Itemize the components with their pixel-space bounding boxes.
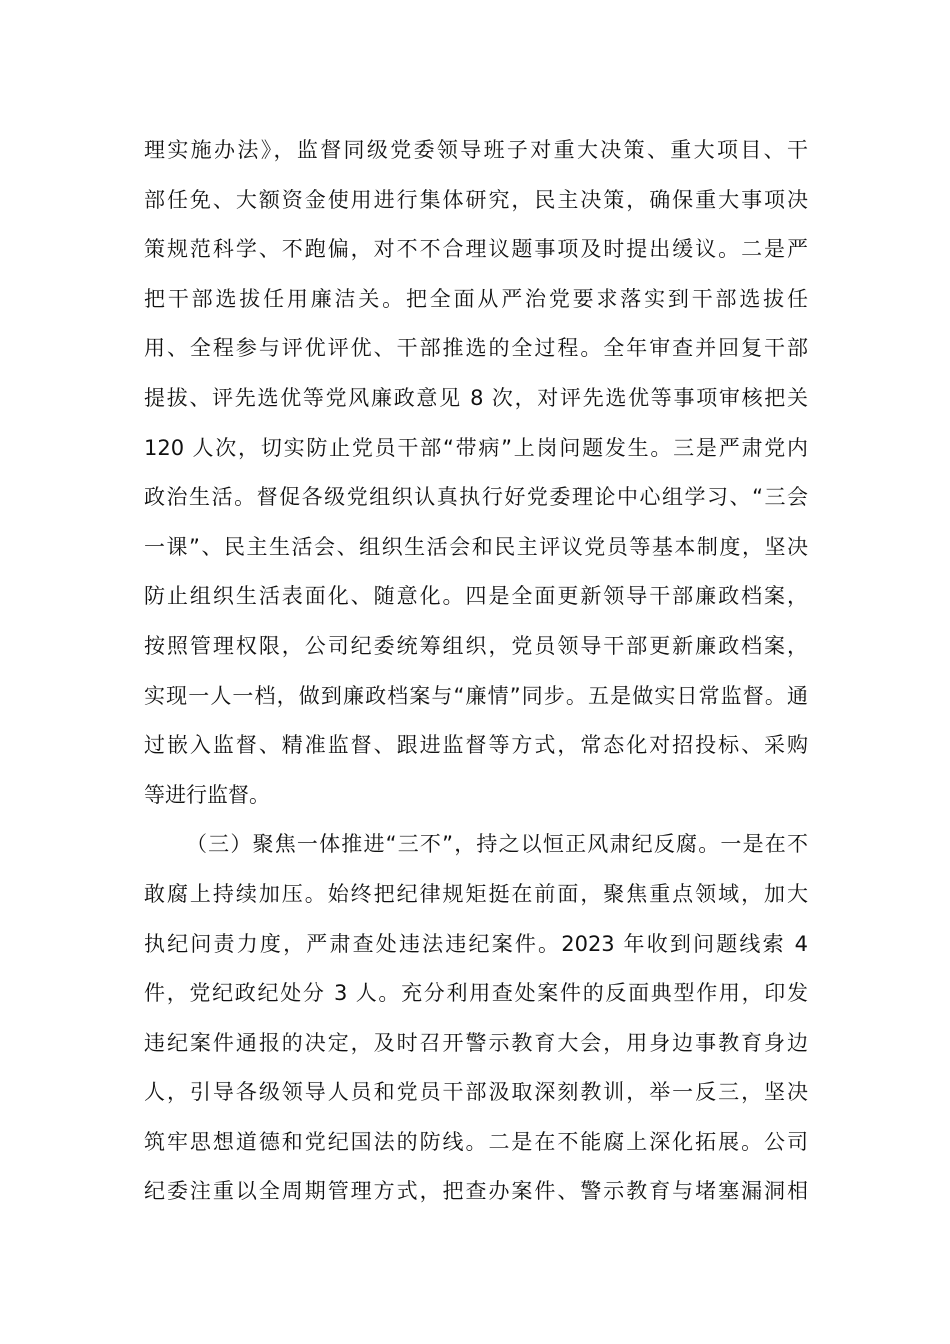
text-line: 件，党纪政纪处分 3 人。充分利用查处案件的反面典型作用，印发 xyxy=(144,981,808,1006)
text-line: 政治生活。督促各级党组织认真执行好党委理论中心组学习、“三会 xyxy=(144,485,808,510)
text-line: 一课”、民主生活会、组织生活会和民主评议党员等基本制度，坚决 xyxy=(144,534,808,559)
text-line: 筑牢思想道德和党纪国法的防线。二是在不能腐上深化拓展。公司 xyxy=(144,1129,808,1154)
text-line: 策规范科学、不跑偏，对不不合理议题事项及时提出缓议。二是严 xyxy=(144,237,808,262)
text-line: 执纪问责力度，严肃查处违法违纪案件。2023 年收到问题线索 4 xyxy=(144,931,808,956)
text-line: 人，引导各级领导人员和党员干部汲取深刻教训，举一反三，坚决 xyxy=(144,1080,808,1105)
text-line: 防止组织生活表面化、随意化。四是全面更新领导干部廉政档案， xyxy=(144,584,808,609)
text-line: 敢腐上持续加压。始终把纪律规矩挺在前面，聚焦重点领域，加大 xyxy=(144,881,808,906)
text-line: 用、全程参与评优评优、干部推选的全过程。全年审查并回复干部 xyxy=(144,336,808,361)
body-text xyxy=(144,126,808,1217)
text-line: 纪委注重以全周期管理方式，把查办案件、警示教育与堵塞漏洞相 xyxy=(144,1179,808,1204)
text-line: 把干部选拔任用廉洁关。把全面从严治党要求落实到干部选拔任 xyxy=(144,286,808,311)
section-heading-line: （三）聚焦一体推进“三不”，持之以恒正风肃纪反腐。一是在不 xyxy=(186,832,808,857)
text-line: 违纪案件通报的决定，及时召开警示教育大会，用身边事教育身边 xyxy=(144,1030,808,1055)
text-line: 120 人次，切实防止党员干部“带病”上岗问题发生。三是严肃党内 xyxy=(144,435,808,460)
text-line: 提拔、评先选优等党风廉政意见 8 次，对评先选优等事项审核把关 xyxy=(144,385,808,410)
text-line: 实现一人一档，做到廉政档案与“廉情”同步。五是做实日常监督。通 xyxy=(144,683,808,708)
text-line: 理实施办法》，监督同级党委领导班子对重大决策、重大项目、干 xyxy=(144,138,808,162)
text-line: 过嵌入监督、精准监督、跟进监督等方式，常态化对招投标、采购 xyxy=(144,733,808,758)
text-line: 按照管理权限，公司纪委统筹组织，党员领导干部更新廉政档案， xyxy=(144,633,808,658)
text-line: 等进行监督。 xyxy=(144,782,270,807)
text-line: 部任免、大额资金使用进行集体研究，民主决策，确保重大事项决 xyxy=(144,187,808,212)
